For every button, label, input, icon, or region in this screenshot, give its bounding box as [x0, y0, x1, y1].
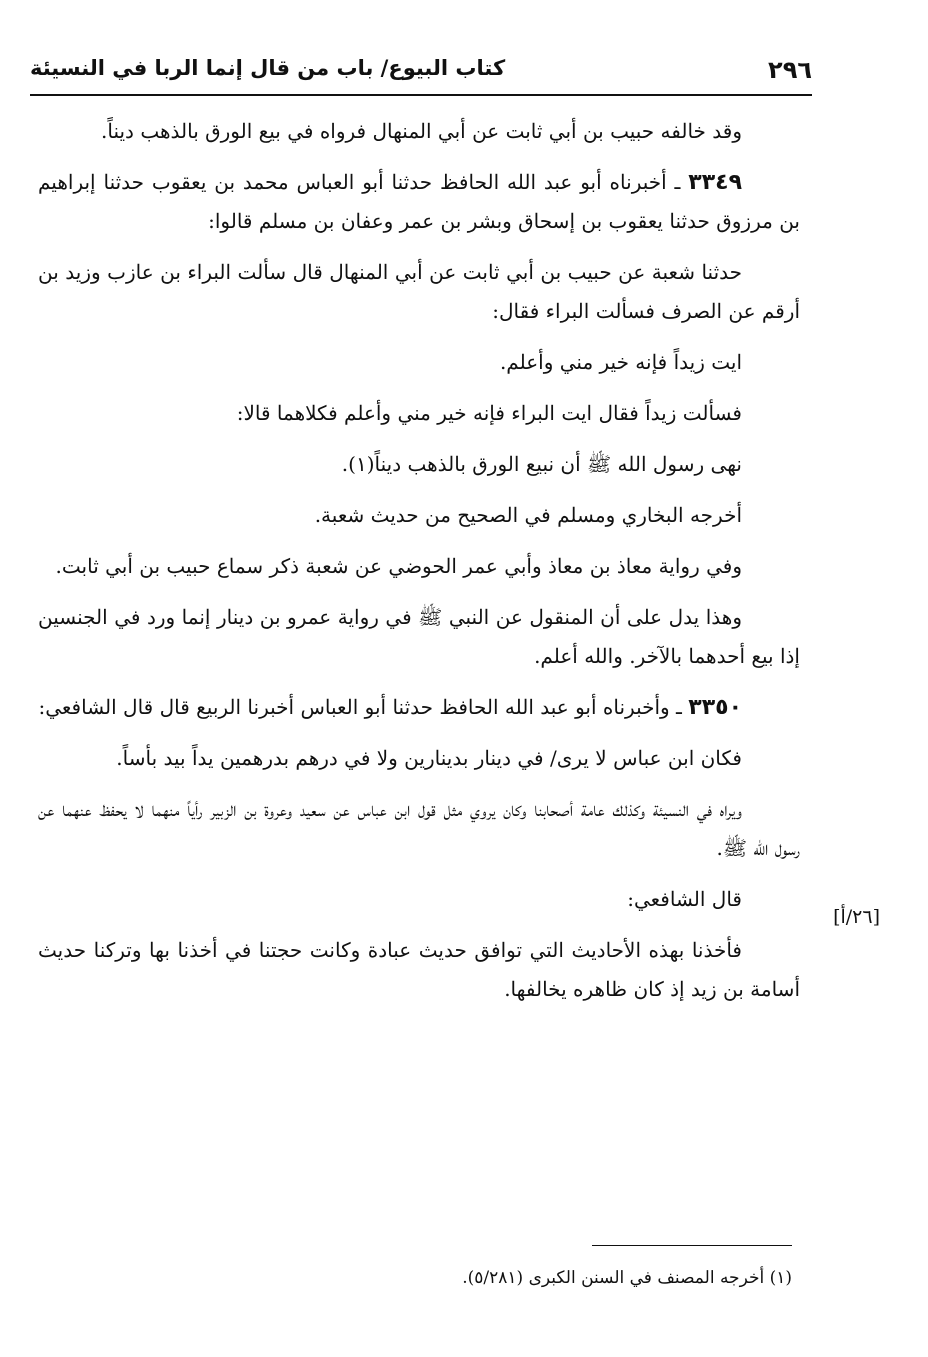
paragraph: ايت زيداً فإنه خير مني وأعلم. [499, 350, 742, 374]
paragraph: وفي رواية معاذ بن معاذ وأبي عمر الحوضي عن شعبة ذكر سماع حبيب بن أبي ثابت. [55, 554, 742, 578]
paragraph: أخرجه البخاري ومسلم في الصحيح من حديث شعبة. [314, 503, 742, 527]
paragraph: وقد خالفه حبيب بن أبي ثابت عن أبي المنهال فرواه في بيع الورق بالذهب ديناً. [101, 119, 742, 143]
body-text [38, 112, 800, 1021]
hadith-number: ٣٣٥٠ [688, 695, 742, 720]
running-title: كتاب البيوع/ باب من قال إنما الربا في النسيئة [30, 56, 506, 80]
paragraph: حدثنا شعبة عن حبيب بن أبي ثابت عن أبي المنهال قال سألت البراء بن عازب وزيد بن أرقم عن الصرف فسألت البراء فقال: [38, 260, 800, 323]
marginal-folio-note: [٢٦/أ] [833, 906, 880, 928]
paragraph: فكان ابن عباس لا يرى/ في دينار بدينارين ولا في درهم بدرهمين يداً بيد بأساً. [116, 746, 742, 770]
paragraph: فأخذنا بهذه الأحاديث التي توافق حديث عبادة وكانت حجتنا في أخذنا بها وتركنا حديث أسامة بن زيد إذ كان ظاهره يخالفها. [38, 938, 800, 1001]
page-header [30, 50, 812, 96]
paragraph: وهذا يدل على أن المنقول عن النبي ﷺ في رواية عمرو بن دينار إنما ورد في الجنسين إذا بيع أحدهما بالآخر. والله أعلم. [38, 605, 800, 668]
hadith-paragraph: ٣٣٤٩ ـ أخبرناه أبو عبد الله الحافظ حدثنا أبو العباس محمد بن يعقوب حدثنا إبراهيم بن مرزوق حدثنا يعقوب بن إسحاق وبشر بن عمر وعفان بن مسلم قالوا: [38, 170, 800, 233]
paragraph: ويراه في النسيئة وكذلك عامة أصحابنا وكان يروي مثل قول ابن عباس عن سعيد وعروة بن الزبير رأياً منهما لا يحفظ عنهما عن رسول الله ﷺ. [38, 797, 800, 860]
paragraph: نهى رسول الله ﷺ أن نبيع الورق بالذهب ديناً(١). [341, 452, 742, 476]
footnote: (١) أخرجه المصنف في السنن الكبرى (٥/٢٨١). [462, 1268, 792, 1288]
hadith-paragraph: ٣٣٥٠ ـ وأخبرناه أبو عبد الله الحافظ حدثنا أبو العباس أخبرنا الربيع قال قال الشافعي: [38, 695, 742, 720]
page-number: ٢٩٦ [768, 56, 812, 84]
paragraph: فسألت زيداً فقال ايت البراء فإنه خير مني وأعلم فكلاهما قالا: [236, 401, 742, 425]
footnote-separator [592, 1245, 792, 1246]
paragraph: قال الشافعي: [627, 887, 742, 911]
hadith-number: ٣٣٤٩ [688, 170, 743, 195]
